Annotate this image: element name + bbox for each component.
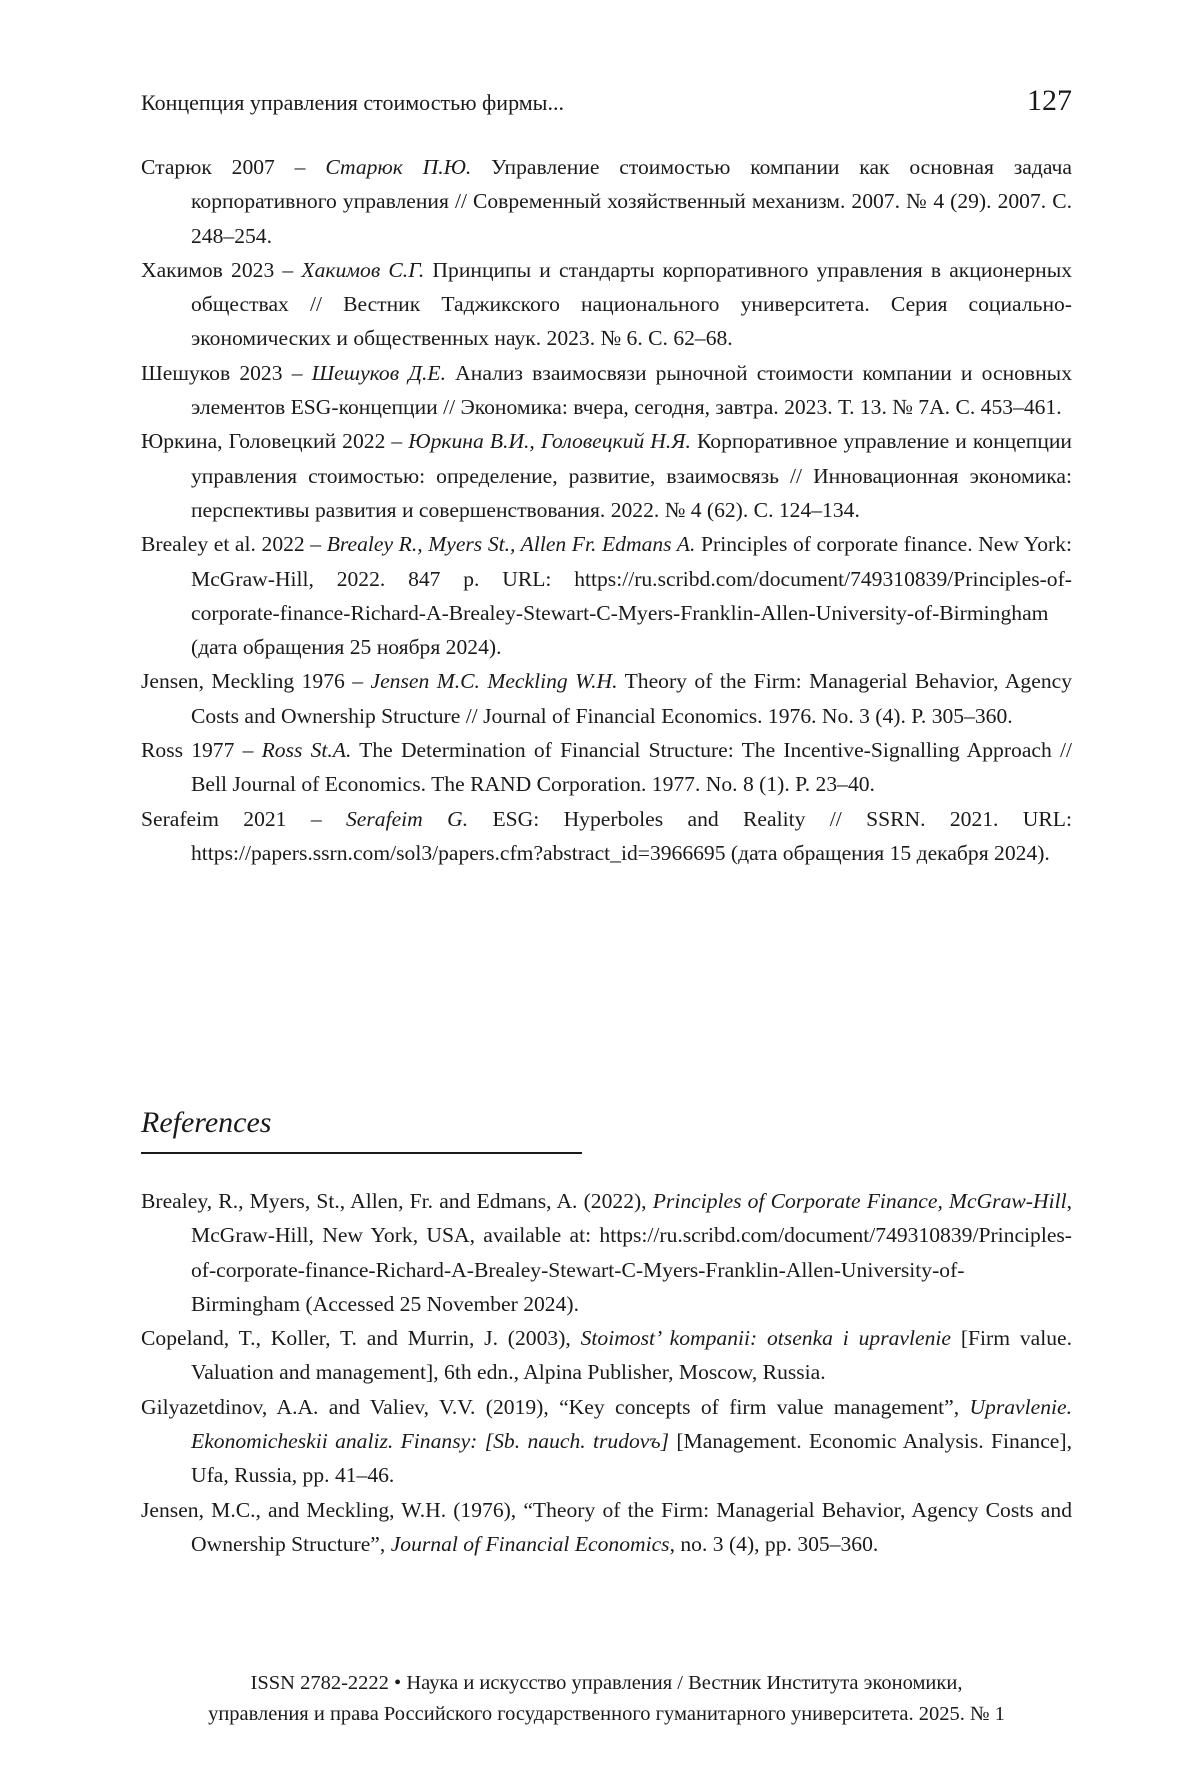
- running-header: [141, 84, 1072, 118]
- reference-entry: Jensen, M.C., and Meckling, W.H. (1976), “Theory of the Firm: Managerial Behavior, Agency Costs and Ownership Structure”, Journal of Financial Economics, no. 3 (4), pp. 305–360.: [141, 1497, 1072, 1556]
- page-number: 127: [1027, 84, 1072, 117]
- bibliography-entry: Хакимов 2023 – Хакимов С.Г. Принципы и стандарты корпоративного управления в акционерных обществах // Вестник Таджикского национального университета. Серия социально-экономических и общественных наук. 2023. № 6. С. 62–68.: [141, 257, 1073, 351]
- running-title: Концепция управления стоимостью фирмы...: [141, 90, 564, 115]
- references-list: [141, 1184, 1072, 1561]
- bibliography-entry: Старюк 2007 – Старюк П.Ю. Управление стоимостью компании как основная задача корпоративного управления // Современный хозяйственный механизм. 2007. № 4 (29). 2007. С. 248–254.: [141, 155, 1072, 248]
- footer-line-2: управления и права Российского государственного гуманитарного университета. 2025. № 1: [208, 1703, 1005, 1725]
- bibliography-entry: Шешуков 2023 – Шешуков Д.Е. Анализ взаимосвязи рыночной стоимости компании и основных элементов ESG-концепции // Экономика: вчера, сегодня, завтра. 2023. Т. 13. № 7А. С. 453–461.: [141, 360, 1072, 420]
- bibliography-list: [141, 150, 1072, 870]
- journal-footer: [141, 1668, 1072, 1730]
- reference-entry: Gilyazetdinov, A.A. and Valiev, V.V. (2019), “Key concepts of firm value management”, Upravlenie. Ekonomicheskii analiz. Finansy: [Sb. nauch. trudovъ] [Management. Economic Analysis. Finance], Ufa, Russia, pp. 41–46.: [141, 1394, 1072, 1488]
- reference-entry: Copeland, T., Koller, T. and Murrin, J. (2003), Stoimost’ kompanii: otsenka i upravlenie [Firm value. Valuation and management], 6th edn., Alpina Publisher, Moscow, Russia.: [141, 1326, 1072, 1385]
- bibliography-entry: Serafeim 2021 – Serafeim G. ESG: Hyperboles and Reality // SSRN. 2021. URL: https://papers.ssrn.com/sol3/papers.cfm?abstract_id=3966695 (дата обращения 15 декабря 2024).: [141, 806, 1072, 865]
- bibliography-entry: Юркина, Головецкий 2022 – Юркина В.И., Головецкий Н.Я. Корпоративное управление и концепции управления стоимостью: определение, развитие, взаимосвязь // Инновационная экономика: перспективы развития и совершенствования. 2022. № 4 (62). С. 124–134.: [141, 429, 1072, 522]
- references-rule: [141, 1152, 582, 1154]
- bibliography-entry: Jensen, Meckling 1976 – Jensen M.C. Meckling W.H. Theory of the Firm: Managerial Behavior, Agency Costs and Ownership Structure // Journal of Financial Economics. 1976. No. 3 (4). P. 305–360.: [141, 669, 1072, 728]
- bibliography-entry: Brealey et al. 2022 – Brealey R., Myers St., Allen Fr. Edmans A. Principles of corporate finance. New York: McGraw-Hill, 2022. 847 p. URL: https://ru.scribd.com/document/749310839/Principles-of-corporate-finance-Richard-A-Brealey-Stewart-C-Myers-Franklin-Allen-University-of-Birmingham (дата обращения 25 ноября 2024).: [141, 532, 1073, 660]
- references-heading: References: [141, 1106, 272, 1139]
- reference-entry: Brealey, R., Myers, St., Allen, Fr. and Edmans, A. (2022), Principles of Corporate Finance, McGraw-Hill, McGraw-Hill, New York, USA, available at: https://ru.scribd.com/document/749310839/Principles-of-corporate-finance-Richard-A-Brealey-Stewart-C-Myers-Franklin-Allen-University-of-Birmingham (Accessed 25 November 2024).: [141, 1189, 1072, 1316]
- bibliography-entry: Ross 1977 – Ross St.A. The Determination of Financial Structure: The Incentive-Signalling Approach // Bell Journal of Economics. The RAND Corporation. 1977. No. 8 (1). P. 23–40.: [141, 738, 1072, 797]
- footer-line-1: ISSN 2782-2222 • Наука и искусство управления / Вестник Института экономики,: [250, 1672, 963, 1694]
